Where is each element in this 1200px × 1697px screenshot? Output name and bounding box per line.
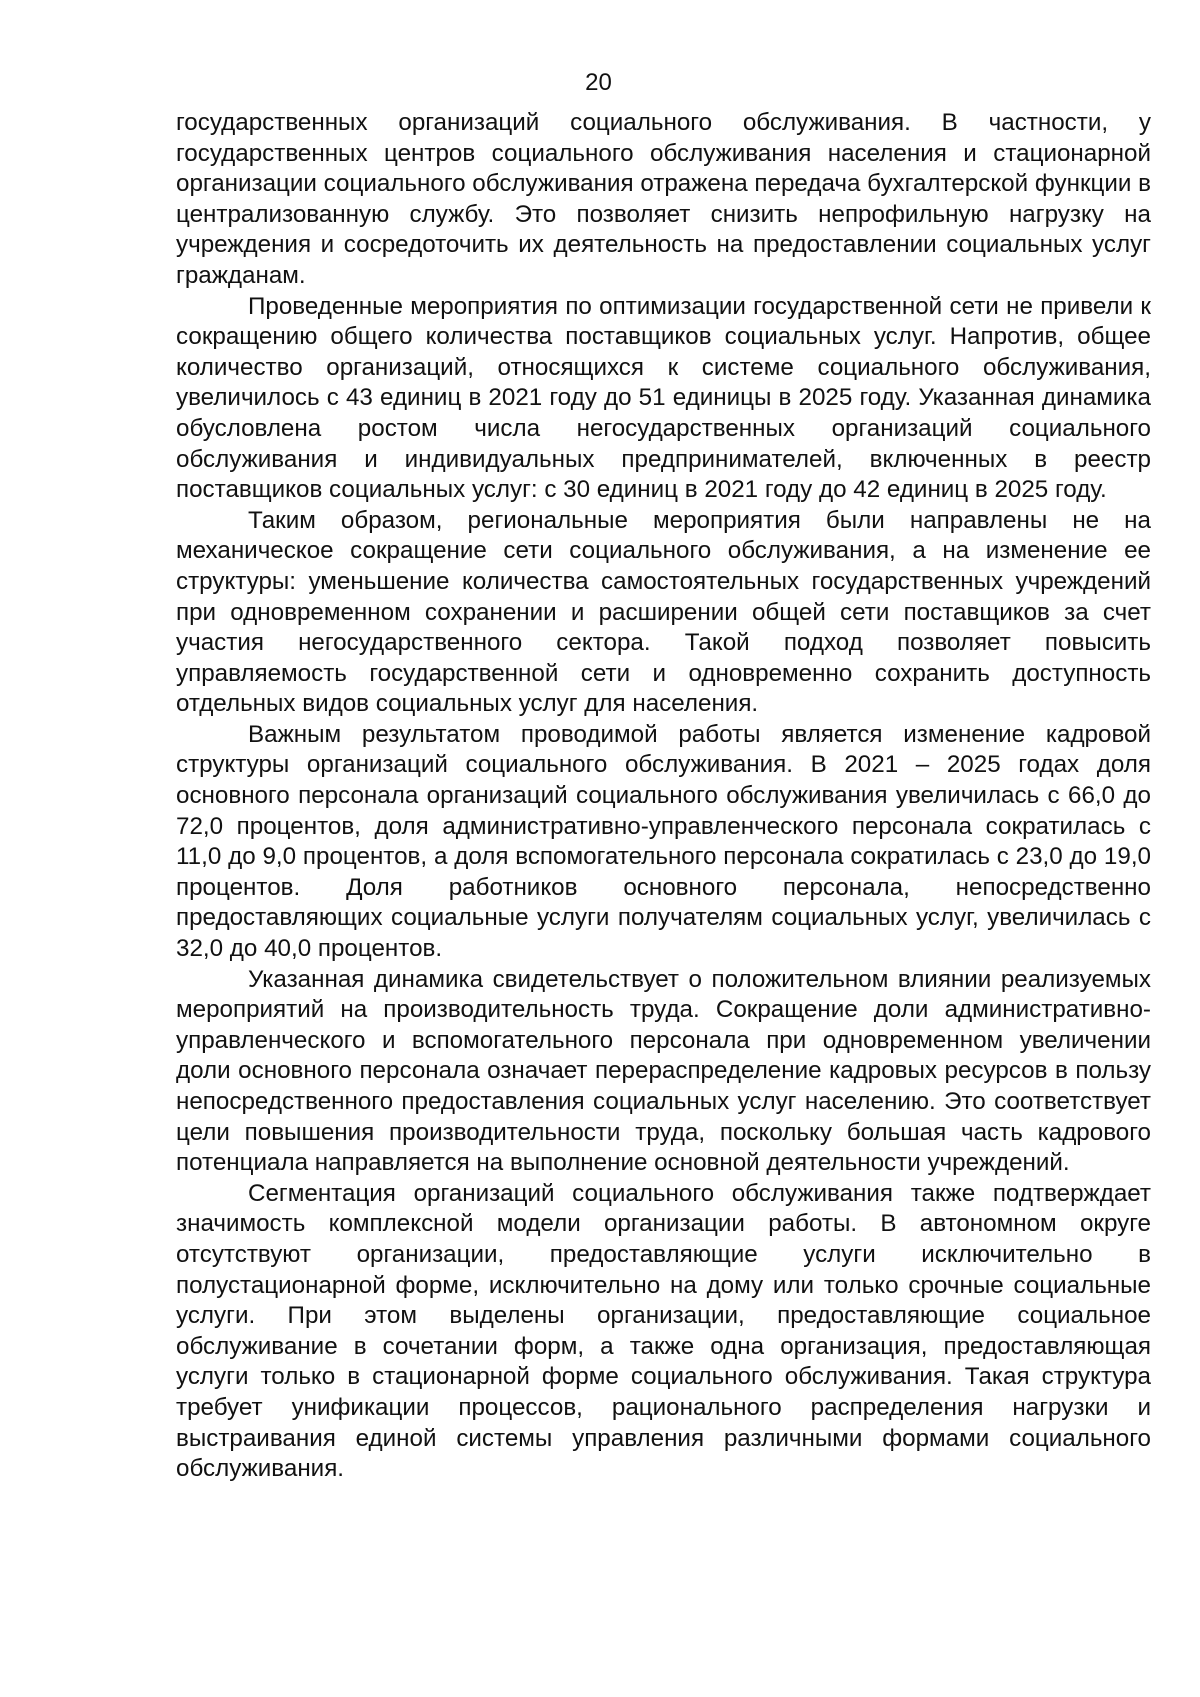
- paragraph-continuation: государственных организаций социального обслуживания. В частности, у государственных центров социального обслуживания населения и стационарной организации социального обслуживания отражена передача бухгалтерской функции в централизованную службу. Это позволяет снизить непрофильную нагрузку на учреждения и сосредоточить их деятельность на предоставлении социальных услуг гражданам.: [176, 109, 1151, 289]
- paragraph-staff-structure: Важным результатом проводимой работы является изменение кадровой структуры организаций социального обслуживания. В 2021 – 2025 годах доля основного персонала организаций социального обслуживания увеличилась с 66,0 до 72,0 процентов, доля административно-управленческого персонала сократилась с 11,0 до 9,0 процентов, а доля вспомогательного персонала сократилась с 23,0 до 19,0 процентов. Доля работников основного персонала, непосредственно предоставляющих социальные услуги получателям социальных услуг, увеличилась с 32,0 до 40,0 процентов.: [176, 720, 1151, 963]
- paragraph-network-optimization: Проведенные мероприятия по оптимизации государственной сети не привели к сокращению общего количества поставщиков социальных услуг. Напротив, общее количество организаций, относящихся к системе социального обслуживания, увеличилось с 43 единиц в 2021 году до 51 единицы в 2025 году. Указанная динамика обусловлена ростом числа негосударственных организаций социального обслуживания и индивидуальных предпринимателей, включенных в реестр поставщиков социальных услуг: с 30 единиц в 2021 году до 42 единиц в 2025 году.: [176, 292, 1151, 504]
- paragraph-network-structure: Таким образом, региональные мероприятия были направлены не на механическое сокращение сети социального обслуживания, а на изменение ее структуры: уменьшение количества самостоятельных государственных учреждений при одновременном сохранении и расширении общей сети поставщиков за счет участия негосударственного сектора. Такой подход позволяет повысить управляемость государственной сети и одновременно сохранить доступность отдельных видов социальных услуг для населения.: [176, 506, 1151, 718]
- paragraph-productivity: Указанная динамика свидетельствует о положительном влиянии реализуемых мероприятий на производительность труда. Сокращение доли административно-управленческого и вспомогательного персонала при одновременном увеличении доли основного персонала означает перераспределение кадровых ресурсов в пользу непосредственного предоставления социальных услуг населению. Это соответствует цели повышения производительности труда, поскольку большая часть кадрового потенциала направляется на выполнение основной деятельности учреждений.: [176, 965, 1151, 1177]
- paragraph-segmentation: Сегментация организаций социального обслуживания также подтверждает значимость комплексной модели организации работы. В автономном округе отсутствуют организации, предоставляющие услуги исключительно в полустационарной форме, исключительно на дому или только срочные социальные услуги. При этом выделены организации, предоставляющие социальное обслуживание в сочетании форм, а также одна организация, предоставляющая услуги только в стационарной форме социального обслуживания. Такая структура требует унификации процессов, рационального распределения нагрузки и выстраивания единой системы управления различными формами социального обслуживания.: [176, 1179, 1151, 1483]
- document-body: [176, 108, 1151, 1485]
- page-number: 20: [585, 69, 612, 96]
